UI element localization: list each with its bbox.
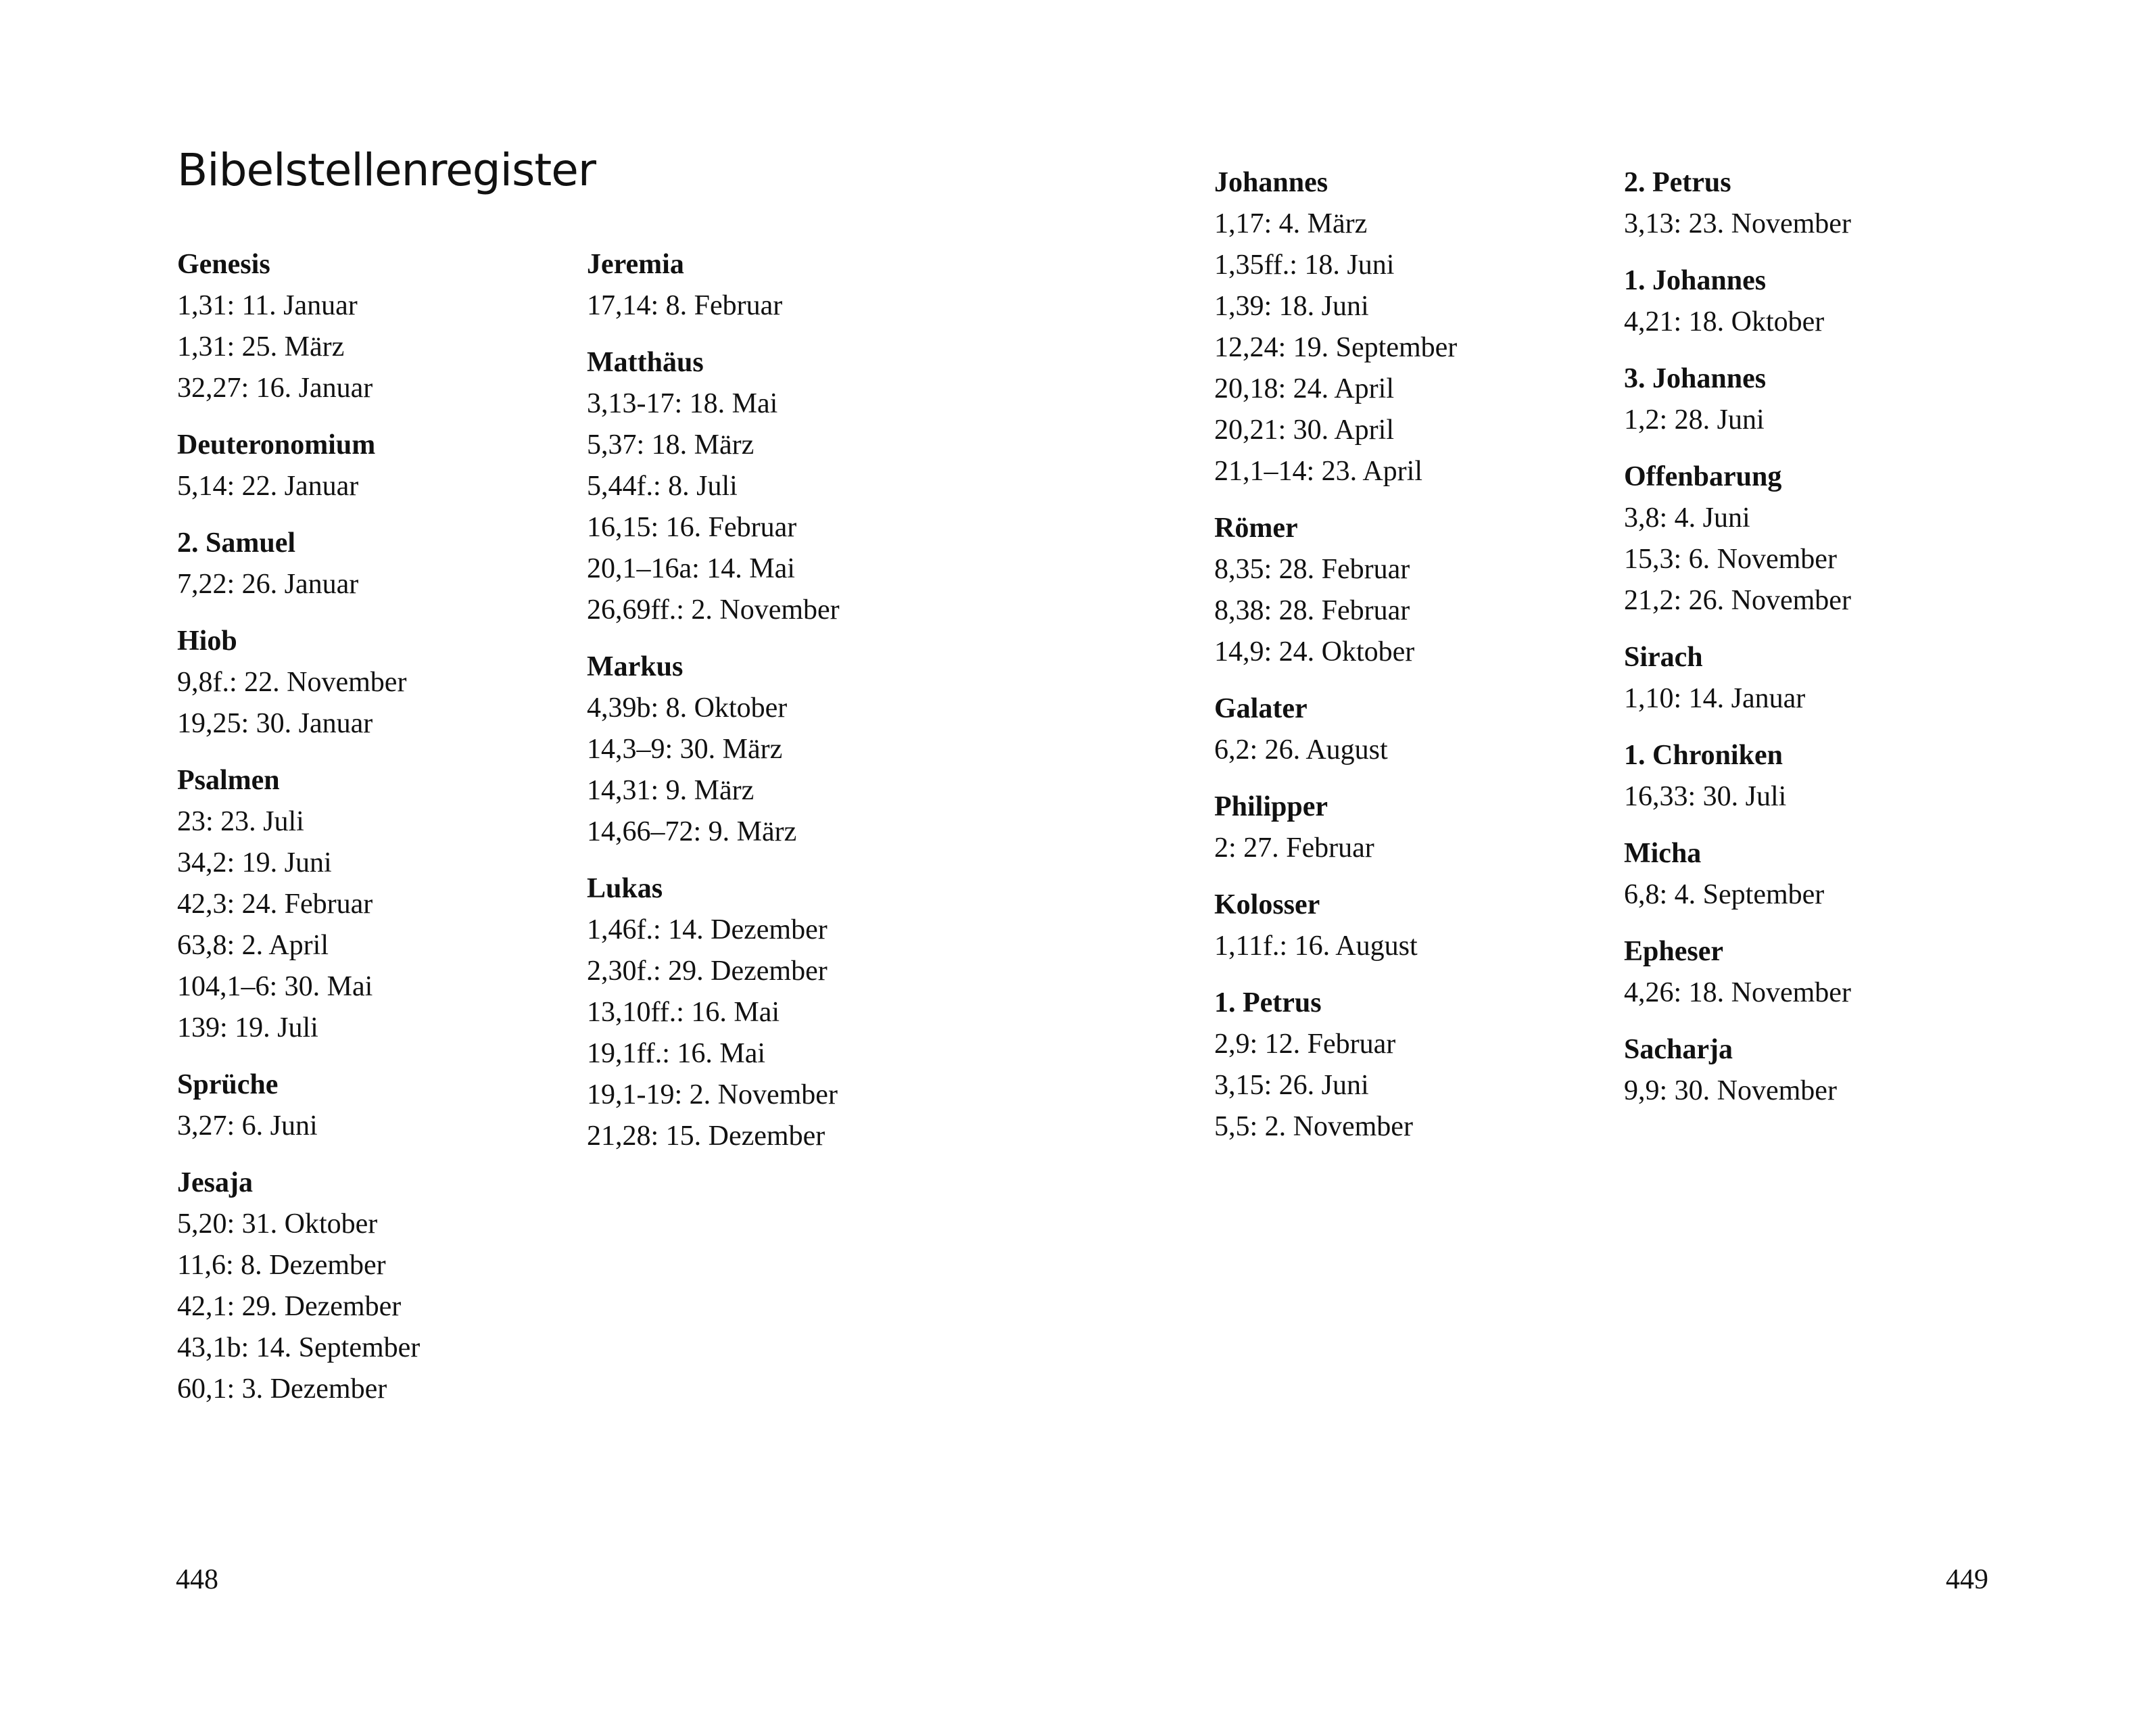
reference-entry: 21,2: 26. November xyxy=(1624,585,1851,616)
book-heading: Lukas xyxy=(587,873,663,904)
reference-entry: 1,2: 28. Juni xyxy=(1624,404,1765,436)
book-heading: Kolosser xyxy=(1214,889,1320,920)
reference-entry: 3,13-17: 18. Mai xyxy=(587,388,778,419)
index-section xyxy=(1624,1029,1851,1112)
reference-entry: 20,18: 24. April xyxy=(1214,373,1395,404)
index-section xyxy=(587,342,840,631)
book-heading: 1. Johannes xyxy=(1624,265,1767,296)
index-section xyxy=(1624,735,1851,818)
index-section xyxy=(1624,931,1851,1014)
reference-entry: 8,35: 28. Februar xyxy=(1214,554,1410,585)
page-number-left: 448 xyxy=(176,1564,218,1595)
reference-entry: 14,31: 9. März xyxy=(587,775,754,806)
book-heading: Römer xyxy=(1214,513,1298,544)
book-heading: 2. Petrus xyxy=(1624,167,1731,198)
reference-entry: 3,15: 26. Juni xyxy=(1214,1070,1369,1101)
index-section xyxy=(177,523,420,605)
reference-entry: 12,24: 19. September xyxy=(1214,332,1458,363)
book-heading: Deuteronomium xyxy=(177,429,376,461)
reference-entry: 42,1: 29. Dezember xyxy=(177,1291,402,1322)
reference-entry: 42,3: 24. Februar xyxy=(177,889,373,920)
reference-entry: 3,8: 4. Juni xyxy=(1624,502,1750,534)
reference-entry: 14,3–9: 30. März xyxy=(587,734,783,765)
reference-entry: 26,69ff.: 2. November xyxy=(587,594,840,626)
reference-entry: 14,66–72: 9. März xyxy=(587,816,797,847)
reference-entry: 2: 27. Februar xyxy=(1214,832,1374,864)
book-heading: Matthäus xyxy=(587,347,704,378)
reference-entry: 8,38: 28. Februar xyxy=(1214,595,1410,626)
index-section xyxy=(177,244,420,409)
reference-entry: 23: 23. Juli xyxy=(177,806,304,837)
reference-entry: 1,39: 18. Juni xyxy=(1214,291,1369,322)
reference-entry: 7,22: 26. Januar xyxy=(177,569,359,600)
reference-entry: 17,14: 8. Februar xyxy=(587,290,783,321)
reference-entry: 4,39b: 8. Oktober xyxy=(587,692,788,724)
index-section xyxy=(177,1162,420,1410)
reference-entry: 4,26: 18. November xyxy=(1624,977,1851,1008)
index-section xyxy=(1214,162,1457,492)
reference-entry: 13,10ff.: 16. Mai xyxy=(587,997,780,1028)
reference-entry: 1,17: 4. März xyxy=(1214,208,1368,239)
index-section xyxy=(1214,885,1457,967)
index-section xyxy=(1624,162,1851,245)
reference-entry: 21,28: 15. Dezember xyxy=(587,1121,825,1152)
index-section xyxy=(1214,983,1457,1148)
reference-entry: 1,35ff.: 18. Juni xyxy=(1214,250,1395,281)
page-title: Bibelstellenregister xyxy=(177,144,596,196)
reference-entry: 21,1–14: 23. April xyxy=(1214,456,1423,487)
index-section xyxy=(587,646,840,853)
index-section xyxy=(1624,456,1851,621)
book-heading: 1. Chroniken xyxy=(1624,740,1783,771)
reference-entry: 63,8: 2. April xyxy=(177,930,329,961)
reference-entry: 32,27: 16. Januar xyxy=(177,373,373,404)
page-number-right: 449 xyxy=(1946,1564,1988,1595)
book-heading: Galater xyxy=(1214,693,1308,724)
book-heading: Epheser xyxy=(1624,936,1723,967)
reference-entry: 19,1-19: 2. November xyxy=(587,1079,838,1110)
reference-entry: 139: 19. Juli xyxy=(177,1012,318,1043)
book-heading: Micha xyxy=(1624,838,1702,869)
reference-entry: 60,1: 3. Dezember xyxy=(177,1373,387,1405)
index-section xyxy=(1624,637,1851,720)
reference-entry: 11,6: 8. Dezember xyxy=(177,1250,386,1281)
book-heading: Sprüche xyxy=(177,1069,279,1100)
reference-entry: 3,27: 6. Juni xyxy=(177,1110,318,1142)
index-section xyxy=(1214,786,1457,869)
index-section xyxy=(1624,833,1851,916)
reference-entry: 20,1–16a: 14. Mai xyxy=(587,553,795,584)
reference-entry: 19,25: 30. Januar xyxy=(177,708,373,739)
reference-entry: 5,44f.: 8. Juli xyxy=(587,471,738,502)
index-column-3 xyxy=(1214,162,1457,1163)
reference-entry: 1,11f.: 16. August xyxy=(1214,931,1418,962)
reference-entry: 20,21: 30. April xyxy=(1214,415,1395,446)
reference-entry: 15,3: 6. November xyxy=(1624,544,1837,575)
reference-entry: 1,10: 14. Januar xyxy=(1624,683,1806,714)
book-heading: Johannes xyxy=(1214,167,1328,198)
reference-entry: 16,33: 30. Juli xyxy=(1624,781,1787,812)
book-heading: Jesaja xyxy=(177,1167,253,1198)
book-heading: 3. Johannes xyxy=(1624,363,1767,394)
index-section xyxy=(587,244,840,327)
book-heading: 2. Samuel xyxy=(177,527,296,559)
reference-entry: 16,15: 16. Februar xyxy=(587,512,797,543)
book-heading: Genesis xyxy=(177,249,270,280)
index-section xyxy=(177,425,420,507)
index-section xyxy=(1214,508,1457,673)
reference-entry: 1,46f.: 14. Dezember xyxy=(587,914,828,945)
index-column-4 xyxy=(1624,162,1851,1127)
index-section xyxy=(1214,688,1457,771)
book-heading: Markus xyxy=(587,651,684,682)
book-heading: Jeremia xyxy=(587,249,684,280)
book-heading: Sacharja xyxy=(1624,1034,1733,1065)
reference-entry: 19,1ff.: 16. Mai xyxy=(587,1038,766,1069)
reference-entry: 34,2: 19. Juni xyxy=(177,847,332,878)
book-heading: 1. Petrus xyxy=(1214,987,1322,1018)
index-column-1 xyxy=(177,244,420,1426)
index-section xyxy=(177,760,420,1049)
reference-entry: 6,8: 4. September xyxy=(1624,879,1825,910)
reference-entry: 9,9: 30. November xyxy=(1624,1075,1837,1106)
reference-entry: 2,9: 12. Februar xyxy=(1214,1029,1396,1060)
index-section xyxy=(587,868,840,1157)
reference-entry: 5,14: 22. Januar xyxy=(177,471,359,502)
book-heading: Philipper xyxy=(1214,791,1328,822)
index-section xyxy=(1624,358,1851,441)
book-heading: Sirach xyxy=(1624,642,1703,673)
book-heading: Psalmen xyxy=(177,765,280,796)
reference-entry: 1,31: 25. März xyxy=(177,331,345,362)
reference-entry: 6,2: 26. August xyxy=(1214,734,1388,766)
reference-entry: 43,1b: 14. September xyxy=(177,1332,421,1363)
index-section xyxy=(1624,260,1851,343)
book-heading: Hiob xyxy=(177,626,237,657)
reference-entry: 3,13: 23. November xyxy=(1624,208,1851,239)
reference-entry: 4,21: 18. Oktober xyxy=(1624,306,1825,337)
reference-entry: 5,37: 18. März xyxy=(587,429,754,461)
reference-entry: 104,1–6: 30. Mai xyxy=(177,971,373,1002)
index-section xyxy=(177,1064,420,1147)
reference-entry: 5,5: 2. November xyxy=(1214,1111,1413,1142)
reference-entry: 9,8f.: 22. November xyxy=(177,667,407,698)
index-section xyxy=(177,621,420,745)
reference-entry: 5,20: 31. Oktober xyxy=(177,1208,378,1240)
reference-entry: 2,30f.: 29. Dezember xyxy=(587,956,828,987)
book-heading: Offenbarung xyxy=(1624,461,1782,492)
reference-entry: 1,31: 11. Januar xyxy=(177,290,358,321)
reference-entry: 14,9: 24. Oktober xyxy=(1214,636,1415,667)
index-column-2 xyxy=(587,244,840,1173)
